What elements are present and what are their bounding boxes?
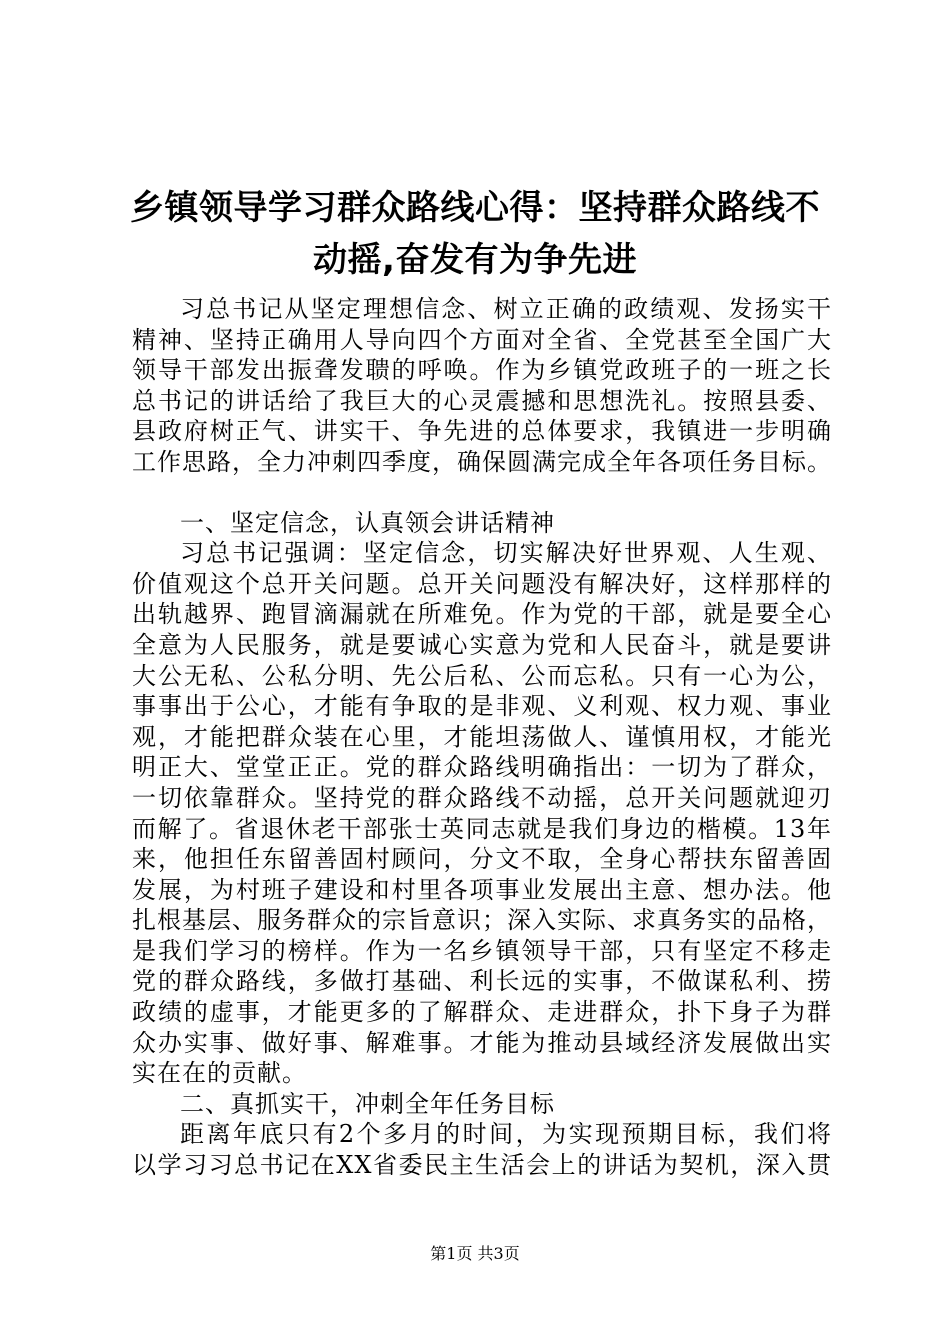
paragraph-1-line: 县政府树正气、讲实干、争先进的总体要求，我镇进一步明确 bbox=[132, 417, 832, 446]
paragraph-gap bbox=[132, 478, 832, 508]
paragraph-2-line: 价值观这个总开关问题。总开关问题没有解决好，这样那样的 bbox=[132, 569, 832, 598]
document-title-line-1: 乡镇领导学习群众路线心得：坚持群众路线不 bbox=[130, 188, 820, 228]
paragraph-2-line: 全意为人民服务，就是要诚心实意为党和人民奋斗，就是要讲 bbox=[132, 630, 832, 659]
paragraph-2-line: 发展，为村班子建设和村里各项事业发展出主意、想办法。他 bbox=[132, 875, 832, 904]
paragraph-2-line: 习总书记强调：坚定信念，切实解决好世界观、人生观、 bbox=[180, 539, 832, 568]
document-body bbox=[132, 294, 832, 1181]
paragraph-2-line: 众办实事、做好事、解难事。才能为推动县域经济发展做出实 bbox=[132, 1028, 832, 1057]
paragraph-2-line: 出轨越界、跑冒滴漏就在所难免。作为党的干部，就是要全心 bbox=[132, 600, 832, 629]
paragraph-3-line: 以学习习总书记在XX省委民主生活会上的讲话为契机，深入贯 bbox=[132, 1151, 832, 1180]
page-footer: 第1页 共3页 bbox=[430, 1244, 520, 1263]
paragraph-2-line: 而解了。省退休老干部张士英同志就是我们身边的楷模。13年 bbox=[132, 814, 832, 843]
paragraph-1-line: 习总书记从坚定理想信念、树立正确的政绩观、发扬实干 bbox=[180, 295, 832, 323]
paragraph-1-line: 领导干部发出振聋发聩的呼唤。作为乡镇党政班子的一班之长 bbox=[132, 356, 832, 385]
paragraph-2-line: 政绩的虚事，才能更多的了解群众、走进群众，扑下身子为群 bbox=[132, 998, 832, 1027]
section-heading-1: 一、坚定信念，认真领会讲话精神 bbox=[180, 508, 555, 537]
paragraph-2-line: 大公无私、公私分明、先公后私、公而忘私。只有一心为公， bbox=[132, 661, 832, 690]
paragraph-2-line: 党的群众路线，多做打基础、利长远的实事，不做谋私利、捞 bbox=[132, 967, 832, 996]
document-title-line-2: 动摇,奋发有为争先进 bbox=[313, 240, 637, 280]
paragraph-2-line: 扎根基层、服务群众的宗旨意识；深入实际、求真务实的品格， bbox=[132, 906, 832, 935]
paragraph-2-line: 实在在的贡献。 bbox=[132, 1059, 307, 1088]
paragraph-1-line: 总书记的讲话给了我巨大的心灵震撼和思想洗礼。按照县委、 bbox=[132, 386, 832, 415]
paragraph-2-line: 来，他担任东留善固村顾问，分文不取，全身心帮扶东留善固 bbox=[132, 845, 832, 874]
paragraph-1-line: 精神、坚持正确用人导向四个方面对全省、全党甚至全国广大 bbox=[132, 325, 832, 354]
paragraph-2-line: 明正大、堂堂正正。党的群众路线明确指出：一切为了群众， bbox=[132, 753, 832, 782]
paragraph-3-line: 距离年底只有2个多月的时间，为实现预期目标，我们将 bbox=[180, 1120, 832, 1149]
section-heading-2: 二、真抓实干，冲刺全年任务目标 bbox=[180, 1089, 555, 1118]
paragraph-2-line: 是我们学习的榜样。作为一名乡镇领导干部，只有坚定不移走 bbox=[132, 936, 832, 965]
paragraph-2-line: 观，才能把群众装在心里，才能坦荡做人、谨慎用权，才能光 bbox=[132, 722, 832, 751]
paragraph-2-line: 事事出于公心，才能有争取的是非观、义利观、权力观、事业 bbox=[132, 692, 832, 721]
paragraph-1-line: 工作思路，全力冲刺四季度，确保圆满完成全年各项任务目标。 bbox=[132, 447, 832, 476]
paragraph-2-line: 一切依靠群众。坚持党的群众路线不动摇，总开关问题就迎刃 bbox=[132, 783, 832, 812]
